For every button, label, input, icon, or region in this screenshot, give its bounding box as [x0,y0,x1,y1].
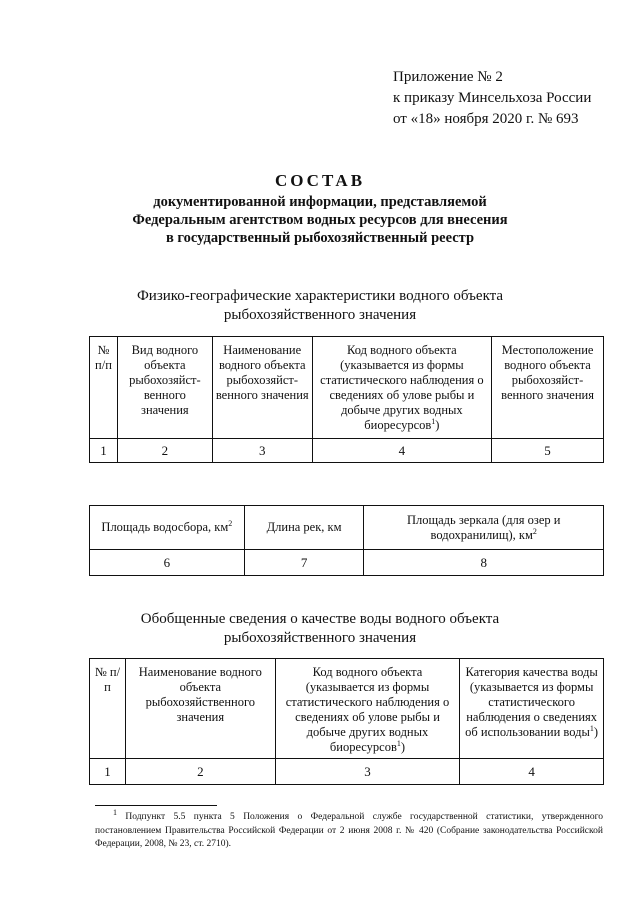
superscript: 2 [228,518,233,528]
table-number-cell: 3 [212,439,312,463]
table-header-row [90,506,604,550]
table-number-cell: 3 [275,759,460,785]
table-row [90,759,604,785]
section3-title-line-2: рыбохозяйственного значения [223,630,417,646]
superscript: 2 [532,526,537,536]
table-number-cell: 6 [90,550,245,576]
table-header-cell [312,337,491,439]
header-text: Площадь водосбора, км [101,520,229,534]
table-number-cell: 4 [460,759,604,785]
table-number-cell: 1 [90,439,118,463]
table-row [90,439,604,463]
appendix-line-2: к приказу Минсельхоза России [393,90,592,106]
section1-title-line-2: рыбохозяйственного значения [223,307,417,323]
section3-title-line-1: Обобщенные сведения о качестве воды водного объекта [140,611,500,627]
header-text: Код водного объекта (указывается из формы статистического наблюдения о сведениях об улове рыбы и добыче других водных биоресурсов [320,343,484,432]
header-close-paren: ) [435,418,440,432]
table-header-cell: № п/п [90,337,118,439]
header-text: Площадь зеркала (для озер и водохранилищ), км [406,512,561,542]
subtitle-line-3: в государственный рыбохозяйственный реестр [165,230,475,246]
table-row [90,550,604,576]
section1-title-line-1: Физико-географические характеристики водного объекта [136,288,504,304]
physical-geo-table [89,336,604,463]
table-header-cell: Наименование водного объекта рыбохозяйст-венного значения [212,337,312,439]
table-number-cell: 4 [312,439,491,463]
table-header-cell [364,506,604,550]
header-close-paren: ) [593,725,599,739]
table-number-cell: 1 [90,759,126,785]
footnote-ref: 1 [431,416,436,426]
table-header-cell: Вид водного объекта рыбохозяйст-венного значения [117,337,212,439]
table-header-cell [460,659,604,759]
water-quality-table [89,658,604,785]
header-text: Категория качества воды (указывается из формы статистического наблюдения о сведениях об использовании воды [465,665,598,739]
table-number-cell: 2 [125,759,275,785]
footnote-text: Подпункт 5.5 пункта 5 Положения о Федеральной службе государственной статистики, утвержденного постановлением Правительства Российской Федерации от 2 июня 2008 г. № 420 (Собрание законодательства Российской Федерации, 2008, № 23, ст. 2710). [95,812,603,849]
subtitle-line-2: Федеральным агентством водных ресурсов для внесения [132,212,508,228]
table-number-cell: 7 [244,550,364,576]
appendix-reference [393,67,591,130]
table-header-cell: № п/п [90,659,126,759]
header-text: Код водного объекта (указывается из формы статистического наблюдения о сведениях об улове рыбы и добыче других водных биоресурсов [285,665,450,754]
document-title: СОСТАВ [274,171,366,190]
appendix-line-1: Приложение № 2 [393,69,503,85]
table-header-cell: Наименование водного объекта рыбохозяйственного значения [125,659,275,759]
table-number-cell: 2 [117,439,212,463]
area-length-table [89,505,604,576]
footnote-ref: 1 [589,723,594,733]
subtitle-line-1: документированной информации, представляемой [153,194,487,210]
table-header-row [90,659,604,759]
header-close-paren: ) [400,740,406,754]
table-header-cell [90,506,245,550]
table-number-cell: 8 [364,550,604,576]
footnote-ref: 1 [396,738,401,748]
footnote [95,807,603,852]
footnote-divider [95,805,217,806]
section3-title [0,610,640,648]
table-header-cell: Длина рек, км [244,506,364,550]
appendix-line-3: от «18» ноября 2020 г. № 693 [393,111,579,127]
table-number-cell: 5 [492,439,604,463]
table-header-cell: Местоположение водного объекта рыбохозяйст-венного значения [492,337,604,439]
document-subtitle [0,193,640,247]
section1-title [0,287,640,325]
table-header-row [90,337,604,439]
footnote-marker: 1 [113,807,117,817]
table-header-cell [275,659,460,759]
